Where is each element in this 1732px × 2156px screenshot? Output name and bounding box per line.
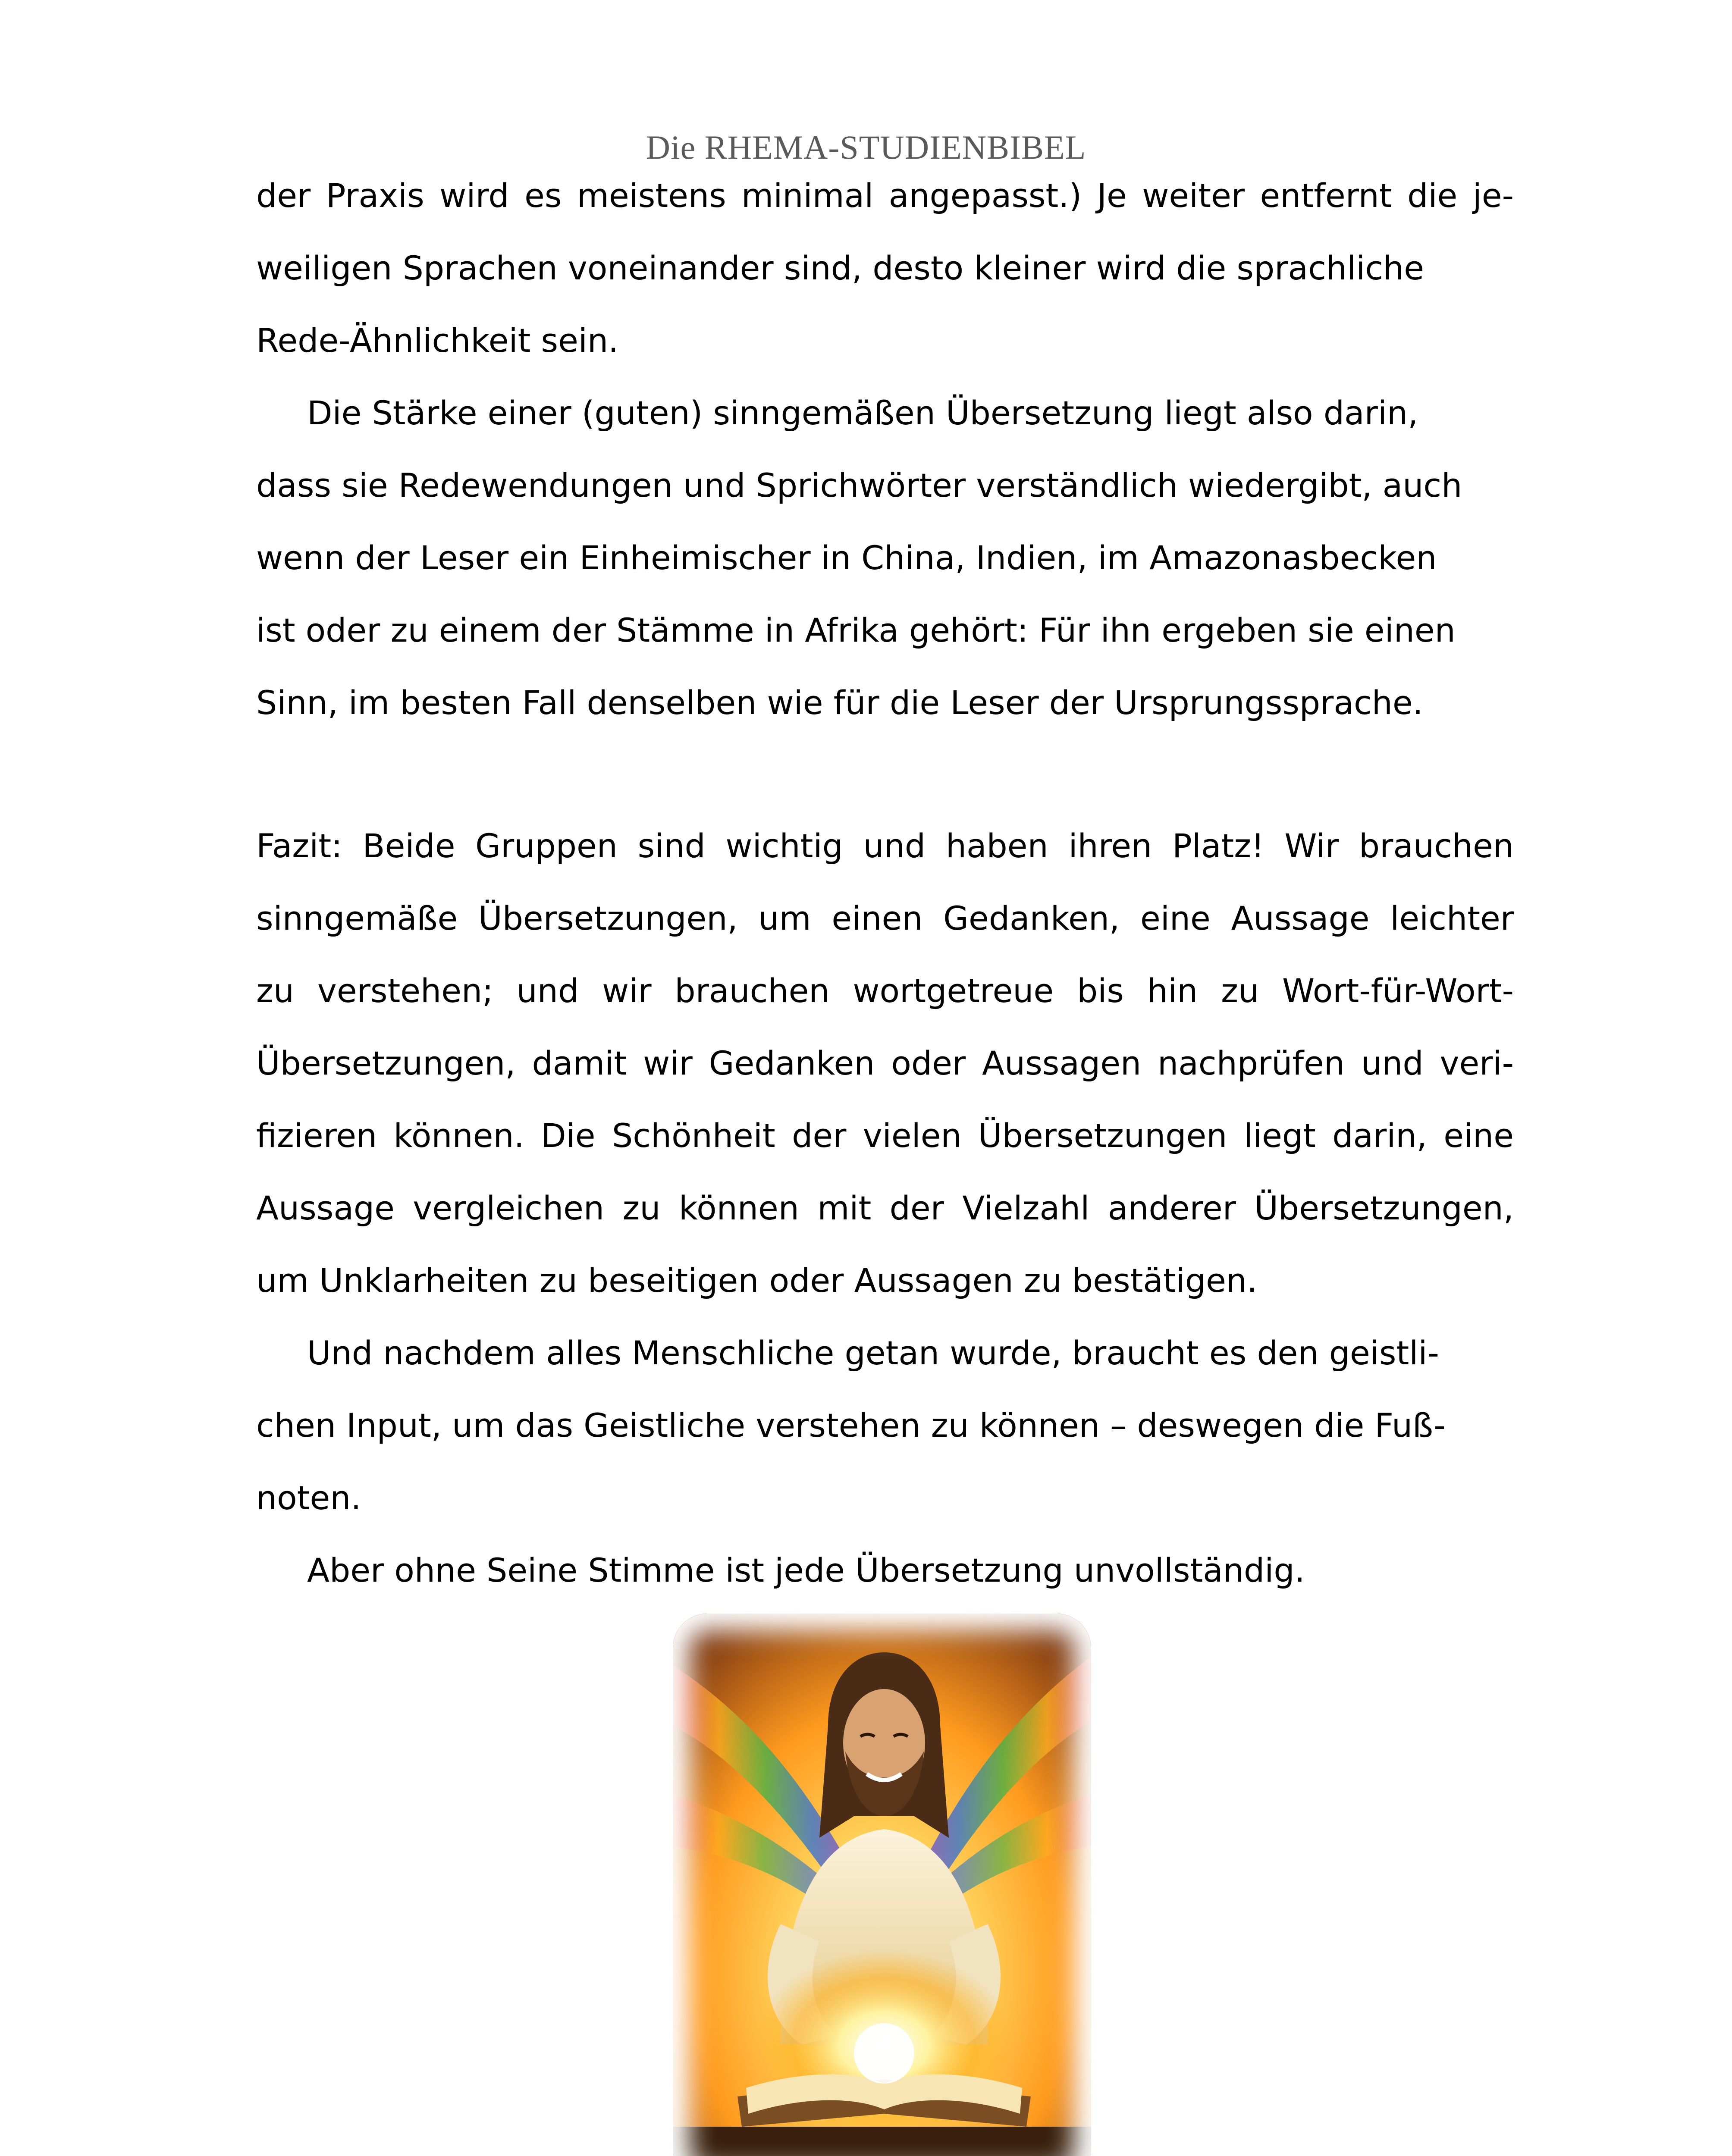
text-line: Aussage vergleichen zu können mit der Vielzahl anderer Übersetzungen, [256, 1189, 1514, 1227]
text-line: Und nachdem alles Menschliche getan wurde, braucht es den geistli- [307, 1334, 1439, 1372]
illustration-svg [673, 1614, 1091, 2156]
body-text-fazit [256, 810, 1514, 1607]
text-line: ist oder zu einem der Stämme in Afrika gehört: Für ihn ergeben sie einen [256, 611, 1456, 649]
text-line: weiligen Sprachen voneinander sind, desto kleiner wird die sprachliche [256, 249, 1424, 287]
text-line: Aber ohne Seine Stimme ist jede Übersetzung unvollständig. [307, 1551, 1305, 1589]
jesus-reading-bible-illustration [673, 1614, 1091, 2156]
body-text-top [256, 160, 1514, 739]
text-line: noten. [256, 1479, 361, 1517]
text-line: chen Input, um das Geistliche verstehen zu können – deswegen die Fuß- [256, 1406, 1446, 1445]
text-line: fizieren können. Die Schönheit der vielen Übersetzungen liegt darin, eine [256, 1116, 1514, 1155]
text-line: zu verstehen; und wir brauchen wortgetreue bis hin zu Wort-für-Wort- [256, 971, 1514, 1010]
text-line: sinngemäße Übersetzungen, um einen Gedanken, eine Aussage leichter [256, 899, 1514, 937]
text-line: Übersetzungen, damit wir Gedanken oder Aussagen nachprüfen und veri- [256, 1044, 1514, 1082]
text-line: wenn der Leser ein Einheimischer in China, Indien, im Amazonasbecken [256, 539, 1437, 577]
text-line: Rede-Ähnlichkeit sein. [256, 321, 619, 360]
text-line: der Praxis wird es meistens minimal angepasst.) Je weiter entfernt die je- [256, 176, 1514, 215]
text-line: Sinn, im besten Fall denselben wie für die Leser der Ursprungssprache. [256, 683, 1423, 722]
text-line: Fazit: Beide Gruppen sind wichtig und haben ihren Platz! Wir brauchen [256, 827, 1514, 865]
running-header: Die RHEMA-STUDIENBIBEL [646, 128, 1086, 166]
table [673, 2127, 1091, 2156]
text-line: Die Stärke einer (guten) sinngemäßen Übersetzung liegt also darin, [307, 394, 1418, 432]
text-line: um Unklarheiten zu beseitigen oder Aussagen zu bestätigen. [256, 1261, 1258, 1300]
text-line: dass sie Redewendungen und Sprichwörter verständlich wiedergibt, auch [256, 466, 1462, 505]
light-burst [854, 2023, 914, 2084]
